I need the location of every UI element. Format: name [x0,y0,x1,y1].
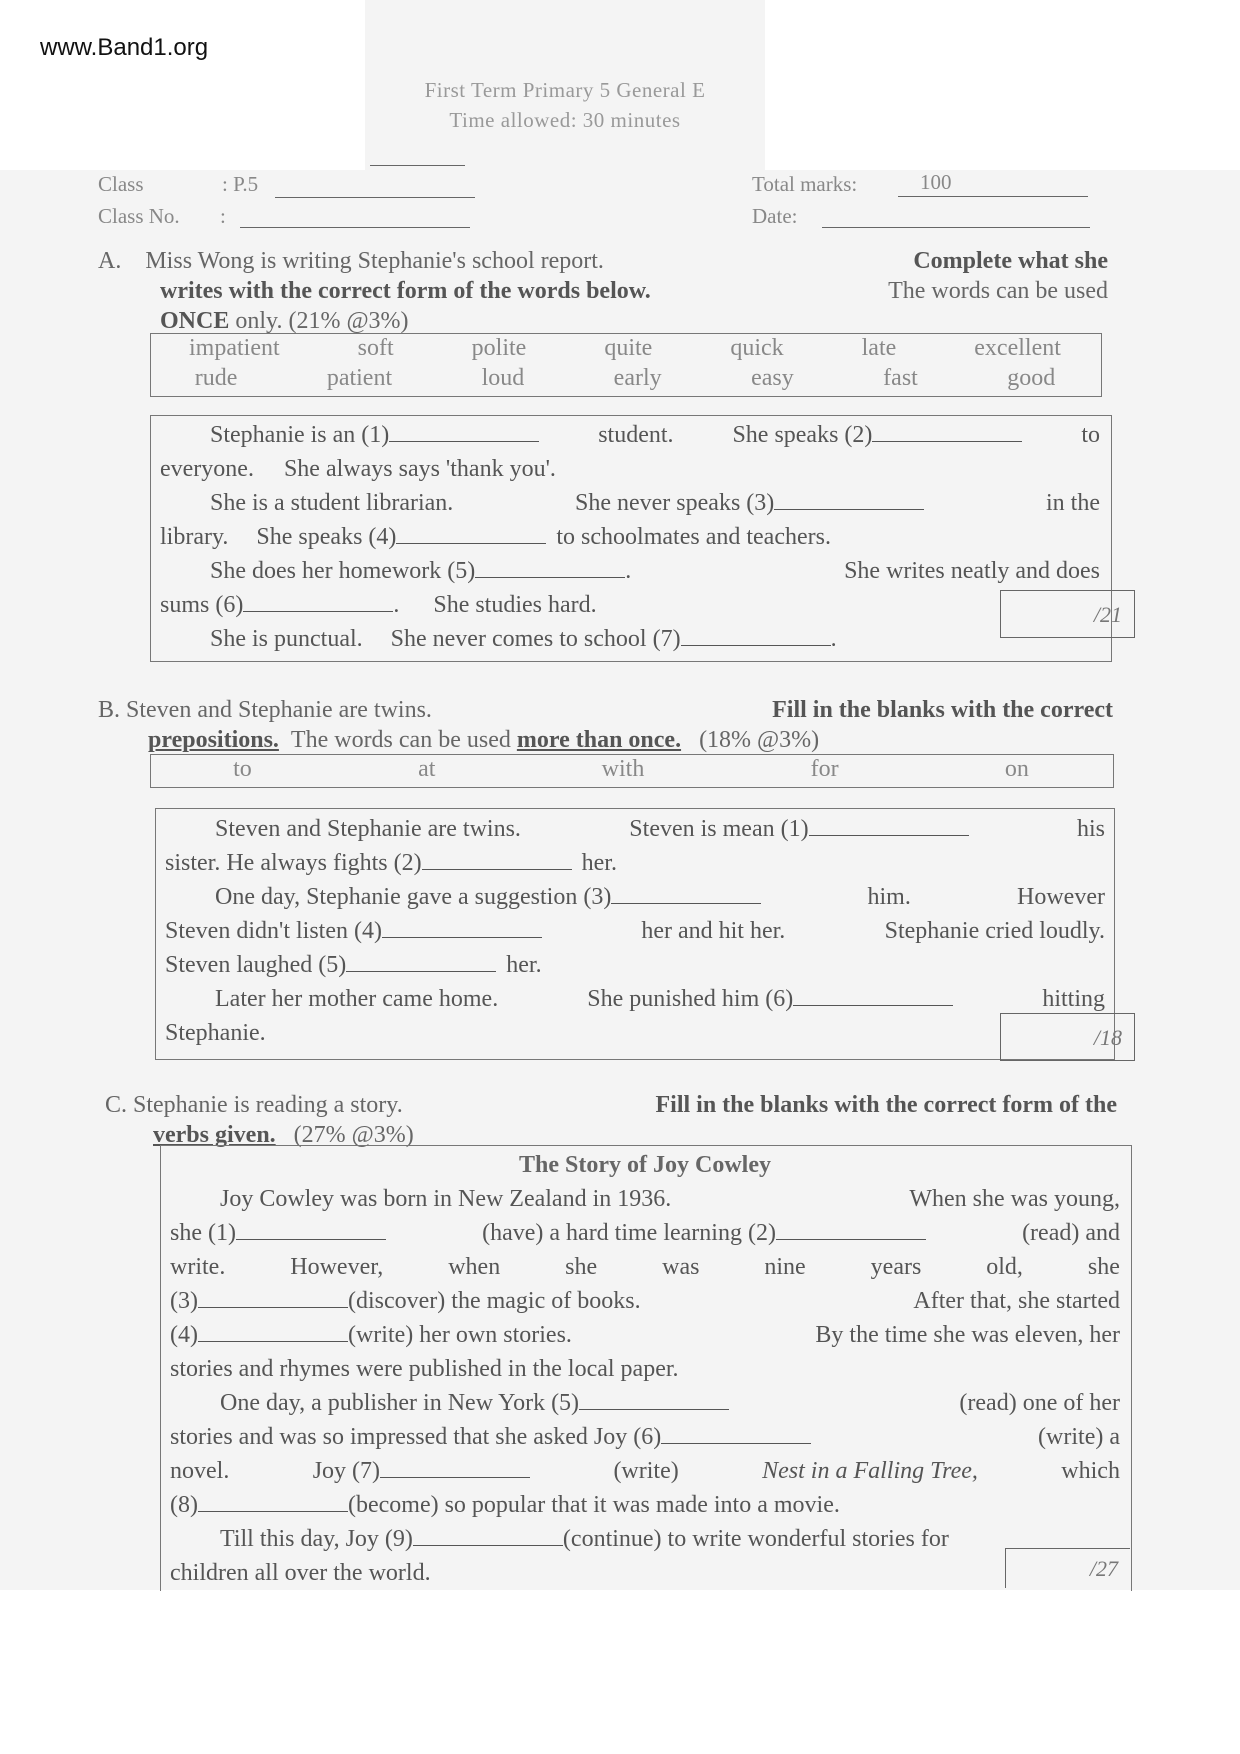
passage-text: nine [764,1254,806,1280]
book-title: Nest in a Falling Tree, [762,1458,978,1484]
name-line [370,165,465,166]
section-c-line1: Stephanie is reading a story. [133,1092,403,1118]
class-no-label: Class No. [98,204,180,228]
passage-text: her and hit her. [641,918,786,944]
word-item: early [613,365,662,391]
word-item: impatient [189,335,280,361]
passage-text: She speaks (4) [256,524,397,550]
answer-blank-a4[interactable] [396,521,546,544]
passage-text: (become) so popular that it was made into a movie. [347,1492,840,1518]
passage-text: Stephanie. [165,1020,266,1046]
passage-text: when [448,1254,501,1280]
section-b-line1-bold: Fill in the blanks with the correct [772,697,1113,723]
section-b-line1: Steven and Stephanie are twins. [126,697,432,723]
word-item: excellent [974,335,1061,361]
word-item: for [810,756,839,782]
word-item: quite [604,335,653,361]
passage-text: (continue) to write wonderful stories for [562,1526,949,1552]
section-c-score-box: /27 [1005,1548,1130,1588]
answer-blank-c2[interactable] [776,1217,926,1240]
answer-blank-a5[interactable] [475,555,625,578]
time-allowed: Time allowed: 30 minutes [449,108,681,132]
word-item: good [1007,365,1056,391]
section-c-marks: (27% @3%) [293,1122,414,1148]
section-b-instructions [98,695,1113,755]
answer-blank-a6[interactable] [243,589,393,612]
answer-blank-a7[interactable] [681,623,831,646]
word-item: quick [730,335,784,361]
passage-text: Later her mother came home. [215,986,499,1012]
section-b-more-than-once: more than once. [516,727,682,753]
word-item: with [601,756,645,782]
section-b-marks: (18% @3%) [699,727,820,753]
passage-text: stories and rhymes were published in the local paper. [170,1356,679,1382]
passage-text: One day, Stephanie gave a suggestion (3) [215,884,612,910]
answer-blank-a1[interactable] [389,419,539,442]
passage-text: was [662,1254,700,1280]
section-a-once: ONCE [160,308,230,334]
passage-text: she [1087,1254,1120,1280]
answer-blank-b2[interactable] [422,847,572,870]
answer-blank-b6[interactable] [793,983,953,1006]
passage-text: . [625,558,632,584]
word-item: soft [357,335,394,361]
passage-text: She always says 'thank you'. [283,456,556,482]
passage-text: she (1) [170,1220,236,1246]
section-b-passage [165,812,1105,1050]
word-item: to [233,756,252,782]
word-item: patient [326,365,393,391]
passage-text: Steven and Stephanie are twins. [215,816,521,842]
passage-text: She does her homework (5) [210,558,476,584]
passage-text: Steven didn't listen (4) [165,918,382,944]
passage-text: (read) one of her [959,1390,1120,1416]
passage-text: She is a student librarian. [210,490,454,516]
passage-text: (discover) the magic of books. [347,1288,641,1314]
section-a-passage [160,418,1100,656]
section-b-prepositions: prepositions. [148,727,279,753]
word-item: late [861,335,897,361]
passage-text: . [393,592,400,618]
passage-text: Till this day, Joy (9) [220,1526,413,1552]
passage-text: She punished him (6) [587,986,794,1012]
passage-text: She never speaks (3) [575,490,775,516]
passage-text: (read) and [1022,1220,1120,1246]
section-a-line2-bold: writes with the correct form of the words below. [160,278,651,304]
passage-text: to schoolmates and teachers. [556,524,831,550]
passage-text: she [565,1254,598,1280]
passage-text: . [830,626,837,652]
answer-blank-c3[interactable] [198,1285,348,1308]
story-title: The Story of Joy Cowley [519,1152,771,1178]
word-item: loud [481,365,525,391]
passage-text: which [1061,1458,1120,1484]
passage-text: (8) [170,1492,198,1518]
date-line [822,227,1090,228]
word-item: polite [471,335,527,361]
class-label: Class [98,172,144,196]
passage-text: When she was young, [909,1186,1120,1212]
passage-text: to [1081,422,1100,448]
passage-text: (write) her own stories. [347,1322,572,1348]
passage-text: One day, a publisher in New York (5) [220,1390,580,1416]
passage-text: old, [986,1254,1023,1280]
answer-blank-b4[interactable] [382,915,542,938]
word-row-2 [150,365,1100,392]
passage-text: write. [170,1254,226,1280]
passage-text: She studies hard. [433,592,597,618]
passage-text: him. [867,884,911,910]
passage-text: After that, she started [913,1288,1120,1314]
site-watermark: www.Band1.org [40,34,209,61]
passage-text: She never comes to school (7) [390,626,681,652]
section-c-letter: C. [105,1092,128,1118]
passage-text: (3) [170,1288,198,1314]
passage-text: However [1017,884,1105,910]
section-b-word-row [150,756,1112,783]
passage-text: library. [160,524,229,550]
passage-text: She speaks (2) [732,422,873,448]
passage-text: Joy (7) [312,1458,381,1484]
word-item: fast [883,365,918,391]
passage-text: children all over the world. [170,1560,431,1586]
section-a-score-box: /21 [1000,590,1135,638]
section-a-line1-bold: Complete what she [913,248,1108,274]
passage-text: sister. He always fights (2) [165,850,422,876]
section-b-line2: The words can be used [290,727,511,753]
total-marks-label: Total marks: [752,172,858,196]
class-no-line [240,227,470,228]
passage-text: years [870,1254,922,1280]
answer-blank-c9[interactable] [413,1523,563,1546]
word-row-1 [150,335,1100,362]
passage-text: She is punctual. [210,626,363,652]
passage-text: (write) [613,1458,679,1484]
word-item: rude [194,365,238,391]
answer-blank-c1[interactable] [236,1217,386,1240]
passage-text: her. [581,850,617,876]
passage-text: sums (6) [160,592,244,618]
passage-text: stories and was so impressed that she asked Joy (6) [170,1424,662,1450]
passage-text: Stephanie is an (1) [210,422,390,448]
passage-text: everyone. [160,456,254,482]
passage-text: (4) [170,1322,198,1348]
section-a-letter: A. [98,248,122,274]
passage-text: Steven is mean (1) [629,816,809,842]
date-label: Date: [752,204,798,228]
section-c-instructions [105,1090,1117,1150]
answer-blank-c4[interactable] [198,1319,348,1342]
answer-blank-b1[interactable] [809,813,969,836]
answer-blank-a2[interactable] [872,419,1022,442]
class-no-value: : [220,204,226,228]
word-item: easy [751,365,794,391]
answer-blank-c6[interactable] [661,1421,811,1444]
total-marks-value: 100 [920,170,952,194]
passage-text: (have) a hard time learning (2) [482,1220,776,1246]
answer-blank-c5[interactable] [579,1387,729,1410]
passage-text: Joy Cowley was born in New Zealand in 1936. [220,1186,672,1212]
section-a-line1: Miss Wong is writing Stephanie's school report. [145,248,604,274]
passage-text: hitting [1042,986,1105,1012]
passage-text: her. [506,952,542,978]
total-marks-line [898,196,1088,197]
passage-text: Stephanie cried loudly. [884,918,1105,944]
passage-text: Steven laughed (5) [165,952,347,978]
section-b-letter: B. [98,697,121,723]
answer-blank-c7[interactable] [380,1455,530,1478]
section-a-line2: The words can be used [888,278,1108,304]
answer-blank-b3[interactable] [611,881,761,904]
passage-text: However, [290,1254,384,1280]
passage-text: his [1076,816,1105,842]
answer-blank-c8[interactable] [198,1489,348,1512]
word-item: at [418,756,436,782]
passage-text: (write) a [1038,1424,1120,1450]
passage-text: By the time she was eleven, her [815,1322,1120,1348]
answer-blank-b5[interactable] [346,949,496,972]
word-item: on [1004,756,1029,782]
exam-title: First Term Primary 5 General E [424,78,706,102]
passage-text: novel. [170,1458,230,1484]
class-line [275,197,475,198]
passage-text: in the [1045,490,1100,516]
passage-text: student. [598,422,674,448]
section-c-verbs-given: verbs given. [153,1122,276,1148]
section-b-score-box: /18 [1000,1013,1135,1061]
section-a-instructions [98,246,1108,336]
section-c-line1-bold: Fill in the blanks with the correct form of the [655,1092,1117,1118]
section-a-marks: only. (21% @3%) [235,308,409,334]
section-c-passage [170,1148,1120,1590]
passage-text: She writes neatly and does [844,558,1100,584]
answer-blank-a3[interactable] [774,487,924,510]
class-value: : P.5 [222,172,259,196]
